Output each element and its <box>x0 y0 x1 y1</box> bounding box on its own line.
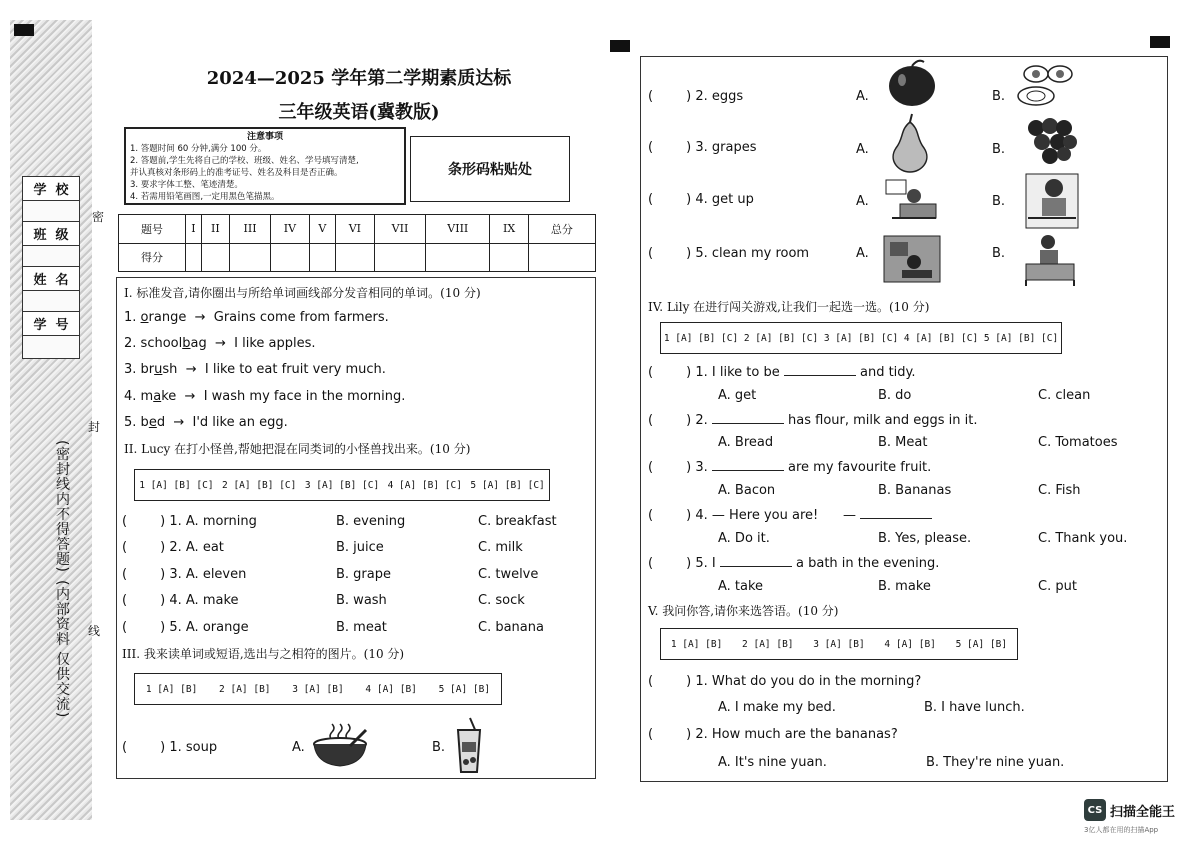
sec5-item-2: ( ) 2. How much are the bananas? <box>648 727 898 742</box>
sec4-item-4-c: C. Thank you. <box>1038 531 1128 546</box>
sec5-answer-bubbles[interactable]: 1 [A] [B] 2 [A] [B] 3 [A] [B] 4 [A] [B] 5 [A] [B] <box>660 628 1018 660</box>
sec5-item-2-b: B. They're nine yuan. <box>926 755 1065 770</box>
exam-subtitle: 三年级英语(冀教版) <box>278 102 440 123</box>
sec3-item-1: ( ) 1. soup <box>122 740 218 755</box>
sec1-item-1: 1. orange → Grains come from farmers. <box>124 310 389 325</box>
sec2-item-4: ( ) 4. A. make B. wash C. sock <box>122 593 525 608</box>
sec3-answer-bubbles[interactable]: 1 [A] [B] 2 [A] [B] 3 [A] [B] 4 [A] [B] 5 [A] [B] <box>134 673 502 705</box>
sec4-item-3-a: A. Bacon <box>718 483 776 498</box>
sec3-item-5-option-b: B. <box>992 246 1006 261</box>
sec2-item-2: ( ) 2. A. eat B. juice C. milk <box>122 540 523 555</box>
sec4-item-5: ( ) 5. I a bath in the evening. <box>648 556 940 571</box>
sec3-item-2-option-b: B. <box>992 89 1006 104</box>
student-number-field[interactable]: 学 号 <box>22 311 80 359</box>
sec4-item-4-b: B. Yes, please. <box>878 531 972 546</box>
sec5-item-1: ( ) 1. What do you do in the morning? <box>648 674 922 689</box>
sec3-item-4-option-b: B. <box>992 194 1006 209</box>
sec3-item-1-option-b: B. <box>432 740 446 755</box>
drink-cup-icon <box>452 716 486 774</box>
making-bed-icon <box>1022 232 1078 286</box>
blank[interactable] <box>712 459 784 471</box>
blank[interactable] <box>712 412 784 424</box>
sec1-item-2: 2. schoolbag → I like apples. <box>124 336 316 351</box>
sec5-item-1-b: B. I have lunch. <box>924 700 1025 715</box>
sec4-item-1: ( ) 1. I like to be and tidy. <box>648 365 916 380</box>
sec4-item-1-a: A. get <box>718 388 757 403</box>
sec2-item-3: ( ) 3. A. eleven B. grape C. twelve <box>122 567 539 582</box>
seal-char-mi: 密 <box>92 210 105 224</box>
exam-title: 2024—2025 学年第二学期素质达标 <box>206 68 512 89</box>
binding-strip <box>10 20 92 820</box>
sec3-item-5: ( ) 5. clean my room <box>648 246 810 261</box>
sec4-item-4: ( ) 4. — Here you are! — <box>648 507 932 523</box>
registration-mark <box>14 24 34 36</box>
sec4-item-2-b: B. Meat <box>878 435 928 450</box>
section-2-title: II. Lucy 在打小怪兽,帮她把混在同类词的小怪兽找出来。(10 分) <box>124 442 471 456</box>
sec2-item-1: ( ) 1. A. morning B. evening C. breakfast <box>122 514 557 529</box>
sec4-item-3: ( ) 3. are my favourite fruit. <box>648 460 932 475</box>
pear-icon <box>884 112 936 174</box>
apple-icon <box>884 58 940 108</box>
registration-mark-3 <box>1150 36 1170 48</box>
sec3-item-2: ( ) 2. eggs <box>648 89 744 104</box>
camscanner-logo: CS <box>1084 799 1106 821</box>
sec1-item-4: 4. make → I wash my face in the morning. <box>124 389 406 404</box>
sec4-item-3-c: C. Fish <box>1038 483 1081 498</box>
seal-char-xian: 线 <box>88 624 101 638</box>
sec5-item-1-a: A. I make my bed. <box>718 700 836 715</box>
seal-char-feng: 封 <box>88 420 101 434</box>
school-field[interactable]: 学 校 <box>22 176 80 224</box>
section-4-title: IV. Lily 在进行闯关游戏,让我们一起选一选。(10 分) <box>648 300 930 314</box>
sec3-item-4: ( ) 4. get up <box>648 192 754 207</box>
section-1-title: I. 标准发音,请你圈出与所给单词画线部分发音相同的单词。(10 分) <box>124 286 481 300</box>
sec4-item-5-b: B. make <box>878 579 931 594</box>
sec4-item-2-c: C. Tomatoes <box>1038 435 1118 450</box>
sec4-item-2: ( ) 2. has flour, milk and eggs in it. <box>648 413 978 428</box>
sec4-item-3-b: B. Bananas <box>878 483 952 498</box>
blank[interactable] <box>784 364 856 376</box>
name-field[interactable]: 姓 名 <box>22 266 80 314</box>
sec3-item-3-option-a: A. <box>856 142 869 157</box>
sec4-item-5-a: A. take <box>718 579 764 594</box>
grapes-icon <box>1024 114 1080 166</box>
sec4-item-4-a: A. Do it. <box>718 531 770 546</box>
exam-notes: 注意事项 1. 答题时间 60 分钟,满分 100 分。 2. 答题前,学生先将自己的学校、班级、姓名、学号填写清楚, 并认真核对条形码上的准考证号、姓名及科目是否正确。 3. 要求字体工整、笔迹清楚。 4. 若需用铅笔画图,一定用黑色笔描黑。 <box>124 127 406 205</box>
sec4-item-1-b: B. do <box>878 388 912 403</box>
sec4-item-5-c: C. put <box>1038 579 1077 594</box>
messy-room-icon <box>882 234 942 284</box>
section-3-title: III. 我来读单词或短语,选出与之相符的图片。(10 分) <box>122 647 405 661</box>
sec3-item-3-option-b: B. <box>992 142 1006 157</box>
sec3-item-1-option-a: A. <box>292 740 305 755</box>
girl-at-desk-icon <box>1024 172 1080 230</box>
barcode-area: 条形码粘贴处 <box>410 136 570 202</box>
sec3-item-2-option-a: A. <box>856 89 869 104</box>
sec2-answer-bubbles[interactable]: 1 [A] [B] [C] 2 [A] [B] [C] 3 [A] [B] [C] 4 [A] [B] [C] 5 [A] [B] [C] <box>134 469 550 501</box>
sec3-item-5-option-a: A. <box>856 246 869 261</box>
blank[interactable] <box>720 555 792 567</box>
blank[interactable] <box>860 507 932 519</box>
sec3-item-3: ( ) 3. grapes <box>648 140 757 155</box>
registration-mark-2 <box>610 40 630 52</box>
soup-bowl-icon <box>312 720 368 770</box>
sec5-item-2-a: A. It's nine yuan. <box>718 755 827 770</box>
sec4-answer-bubbles[interactable]: 1 [A] [B] [C] 2 [A] [B] [C] 3 [A] [B] [C] 4 [A] [B] [C] 5 [A] [B] [C] <box>660 322 1062 354</box>
watermark-name: 扫描全能王 <box>1110 804 1176 820</box>
sec3-item-4-option-a: A. <box>856 194 869 209</box>
score-table: 题号 I II III IV V VI VII VIII IX 总分 得分 <box>118 214 596 272</box>
section-5-title: V. 我问你答,请你来选答语。(10 分) <box>648 604 839 618</box>
class-field[interactable]: 班 级 <box>22 221 80 269</box>
sec4-item-1-c: C. clean <box>1038 388 1091 403</box>
eggs-icon <box>1014 62 1078 106</box>
boy-waking-icon <box>884 178 938 226</box>
sec1-item-5: 5. bed → I'd like an egg. <box>124 415 288 430</box>
sec4-item-2-a: A. Bread <box>718 435 774 450</box>
seal-note: (密封线内不得答题) <box>54 440 70 573</box>
sec2-item-5: ( ) 5. A. orange B. meat C. banana <box>122 620 544 635</box>
sec1-item-3: 3. brush → I like to eat fruit very much. <box>124 362 386 377</box>
scanner-watermark <box>1084 799 1175 821</box>
watermark-tagline: 3亿人都在用的扫描App <box>1084 826 1159 834</box>
internal-note: (内部资料 仅供交流) <box>54 580 70 719</box>
